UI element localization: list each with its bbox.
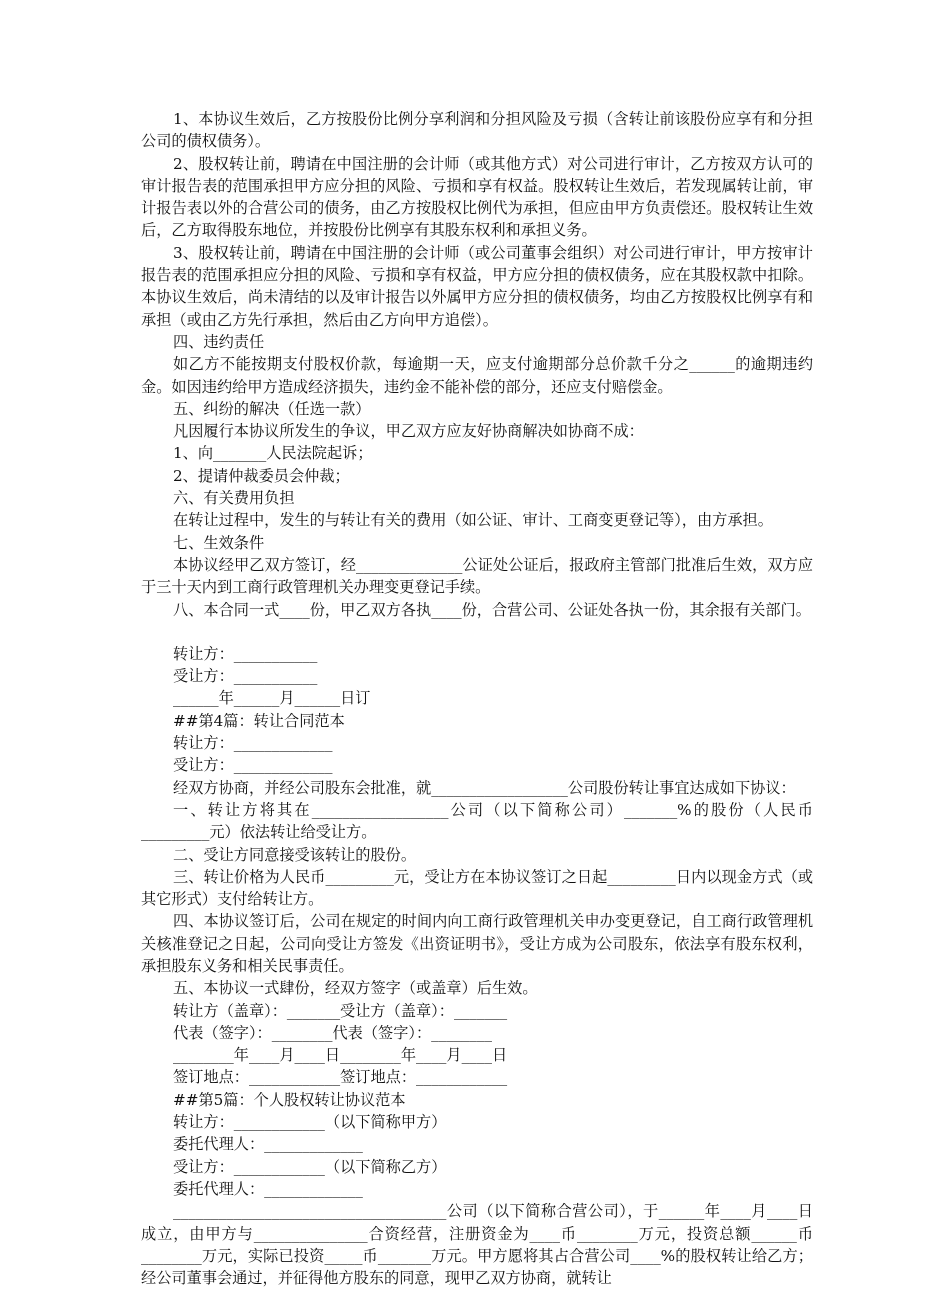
clause-paragraph: 经双方协商，并经公司股东会批准，就__________________公司股份转让事宜达成如下协议： xyxy=(173,778,796,797)
blank-line xyxy=(141,621,813,643)
article-title: ##第5篇：个人股权转让协议范本 xyxy=(173,1090,406,1109)
section-heading: 四、违约责任 xyxy=(173,332,265,351)
clause-paragraph: 三、转让价格为人民币_________元，受让方在本协议签订之日起_________日内以现金方式（或其它形式）支付给转让方。 xyxy=(141,867,813,909)
signature-line: 受让方：___________ xyxy=(173,667,318,686)
clause-paragraph: 四、本协议签订后，公司在规定的时间内向工商行政管理机关申办变更登记，自工商行政管理机关核准登记之日起，公司向受让方签发《出资证明书》，受让方成为公司股东，依法享有股东权利，承担股东义务和相关民事责任。 xyxy=(141,912,813,975)
party-line: 转让方：_____________ xyxy=(173,734,333,753)
clause-paragraph: 本协议经甲乙双方签订，经______________公证处公证后，报政府主管部门批准后生效，双方应于三十天内到工商行政管理机关办理变更登记手续。 xyxy=(141,555,813,597)
document-page xyxy=(141,108,813,1289)
party-line: 委托代理人：_____________ xyxy=(173,1179,363,1198)
party-line: 受让方：_____________ xyxy=(173,756,333,775)
clause-paragraph: 1、向_______人民法院起诉； xyxy=(173,444,373,463)
signature-line: 签订地点：____________签订地点：____________ xyxy=(173,1068,508,1087)
clause-paragraph: 2、提请仲裁委员会仲裁； xyxy=(173,466,350,485)
date-line: ______年______月______日订 xyxy=(173,689,371,708)
clause-paragraph: 3、股权转让前，聘请在中国注册的会计师（或公司董事会组织）对公司进行审计，甲方按审计报告表的范围承担应分担的风险、亏损和享有权益，甲方应分担的债权债务，应在其股权款中扣除。本协议生效后，尚未清结的以及审计报告以外属甲方应分担的债权债务，均由乙方按股权比例享有和承担（或由乙方先行承担，然后由乙方向甲方追偿）。 xyxy=(141,243,813,329)
clause-paragraph: 在转让过程中，发生的与转让有关的费用（如公证、审计、工商变更登记等），由方承担。 xyxy=(173,511,773,530)
clause-paragraph: 1、本协议生效后，乙方按股份比例分享利润和分担风险及亏损（含转让前该股份应享有和分担公司的债权债务）。 xyxy=(141,110,813,151)
section-heading: 六、有关费用负担 xyxy=(173,489,295,508)
clause-paragraph: ____________________________________公司（以下简称合营公司），于______年____月____日成立，由甲方与_______________合资经营，注册资金为____币________万元，投资总额______币________万元，实际已投资_____币_______万元。甲方愿将其占合营公司____%的股权转让给乙方；经公司董事会通过，并征得他方股东的同意，现甲乙双方协商，就转让 xyxy=(141,1202,813,1288)
signature-line: 代表（签字）：________代表（签字）：________ xyxy=(173,1023,492,1042)
clause-paragraph: 2、股权转让前，聘请在中国注册的会计师（或其他方式）对公司进行审计，乙方按双方认可的审计报告表的范围承担甲方应分担的风险、亏损和享有权益。股权转让生效后，若发现属转让前，审计报告表以外的合营公司的债务，由乙方按股权比例代为承担，但应由甲方负责偿还。股权转让生效后，乙方取得股东地位，并按股份比例享有其股东权利和承担义务。 xyxy=(141,154,813,240)
section-heading: 七、生效条件 xyxy=(173,533,265,552)
clause-paragraph: 二、受让方同意接受该转让的股份。 xyxy=(173,845,416,864)
section-heading: 五、纠纷的解决（任选一款） xyxy=(173,399,371,418)
party-line: 委托代理人：_____________ xyxy=(173,1135,363,1154)
party-line: 转让方：____________（以下简称甲方） xyxy=(173,1113,447,1132)
date-line: ________年____月____日________年____月____日 xyxy=(173,1046,508,1065)
article-title: ##第4篇：转让合同范本 xyxy=(173,711,345,730)
signature-line: 转让方（盖章）：_______受让方（盖章）：_______ xyxy=(173,1001,508,1020)
party-line: 受让方：____________（以下简称乙方） xyxy=(173,1157,447,1176)
signature-line: 转让方：___________ xyxy=(173,644,318,663)
clause-paragraph: 八、本合同一式____份，甲乙双方各执____份，合营公司、公证处各执一份，其余报有关部门。 xyxy=(173,600,811,619)
clause-paragraph: 如乙方不能按期支付股权价款，每逾期一天，应支付逾期部分总价款千分之______的逾期违约金。如因违约给甲方造成经济损失，违约金不能补偿的部分，还应支付赔偿金。 xyxy=(141,355,813,396)
clause-paragraph: 凡因履行本协议所发生的争议，甲乙双方应友好协商解决如协商不成： xyxy=(173,422,644,441)
clause-paragraph: 五、本协议一式肆份，经双方签字（或盖章）后生效。 xyxy=(173,979,538,998)
clause-paragraph: 一、转让方将其在__________________公司（以下简称公司）_______%的股份（人民币_________元）依法转让给受让方。 xyxy=(141,800,813,842)
